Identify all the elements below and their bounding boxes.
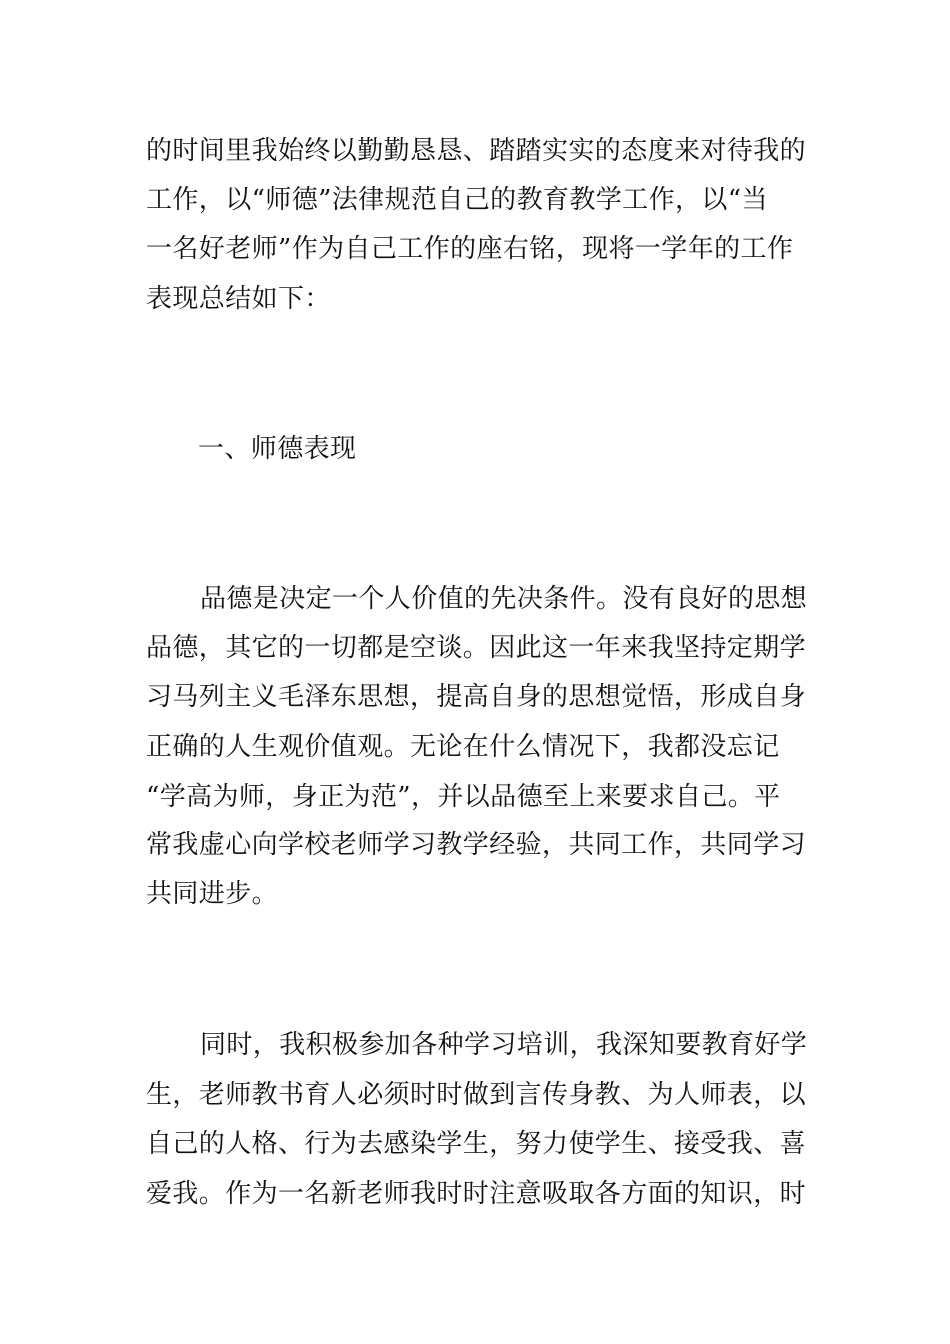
intro-line-1: 的时间里我始终以勤勤恳恳、踏踏实实的态度来对待我的 [146, 136, 807, 166]
paragraph2-line-2: 生，老师教书育人必须时时做到言传身教、为人师表，以 [146, 1080, 807, 1110]
paragraph1-line-1: 品德是决定一个人价值的先决条件。没有良好的思想 [200, 584, 808, 614]
paragraph1-line-7: 共同进步。 [146, 879, 279, 909]
paragraph1-line-4: 正确的人生观价值观。无论在什么情况下，我都没忘记 [146, 732, 780, 762]
paragraph2-line-4: 爱我。作为一名新老师我时时注意吸取各方面的知识，时 [146, 1179, 807, 1209]
paragraph1-line-5: “学高为师，身正为范”，并以品德至上来要求自己。平 [146, 782, 781, 812]
paragraph2-line-1: 同时，我积极参加各种学习培训，我深知要教育好学 [200, 1030, 808, 1060]
section-heading: 一、师德表现 [198, 434, 357, 464]
paragraph1-line-3: 习马列主义毛泽东思想，提高自身的思想觉悟，形成自身 [146, 682, 807, 712]
paragraph1-line-6: 常我虚心向学校老师学习教学经验，共同工作，共同学习 [146, 830, 807, 860]
intro-line-3: 一名好老师”作为自己工作的座右铭，现将一学年的工作 [146, 234, 794, 264]
intro-line-2: 工作，以“师德”法律规范自己的教育教学工作，以“当 [146, 185, 768, 215]
intro-line-4: 表现总结如下： [146, 284, 331, 314]
paragraph2-line-3: 自己的人格、行为去感染学生，努力使学生、接受我、喜 [146, 1129, 807, 1159]
paragraph1-line-2: 品德，其它的一切都是空谈。因此这一年来我坚持定期学 [146, 633, 807, 663]
